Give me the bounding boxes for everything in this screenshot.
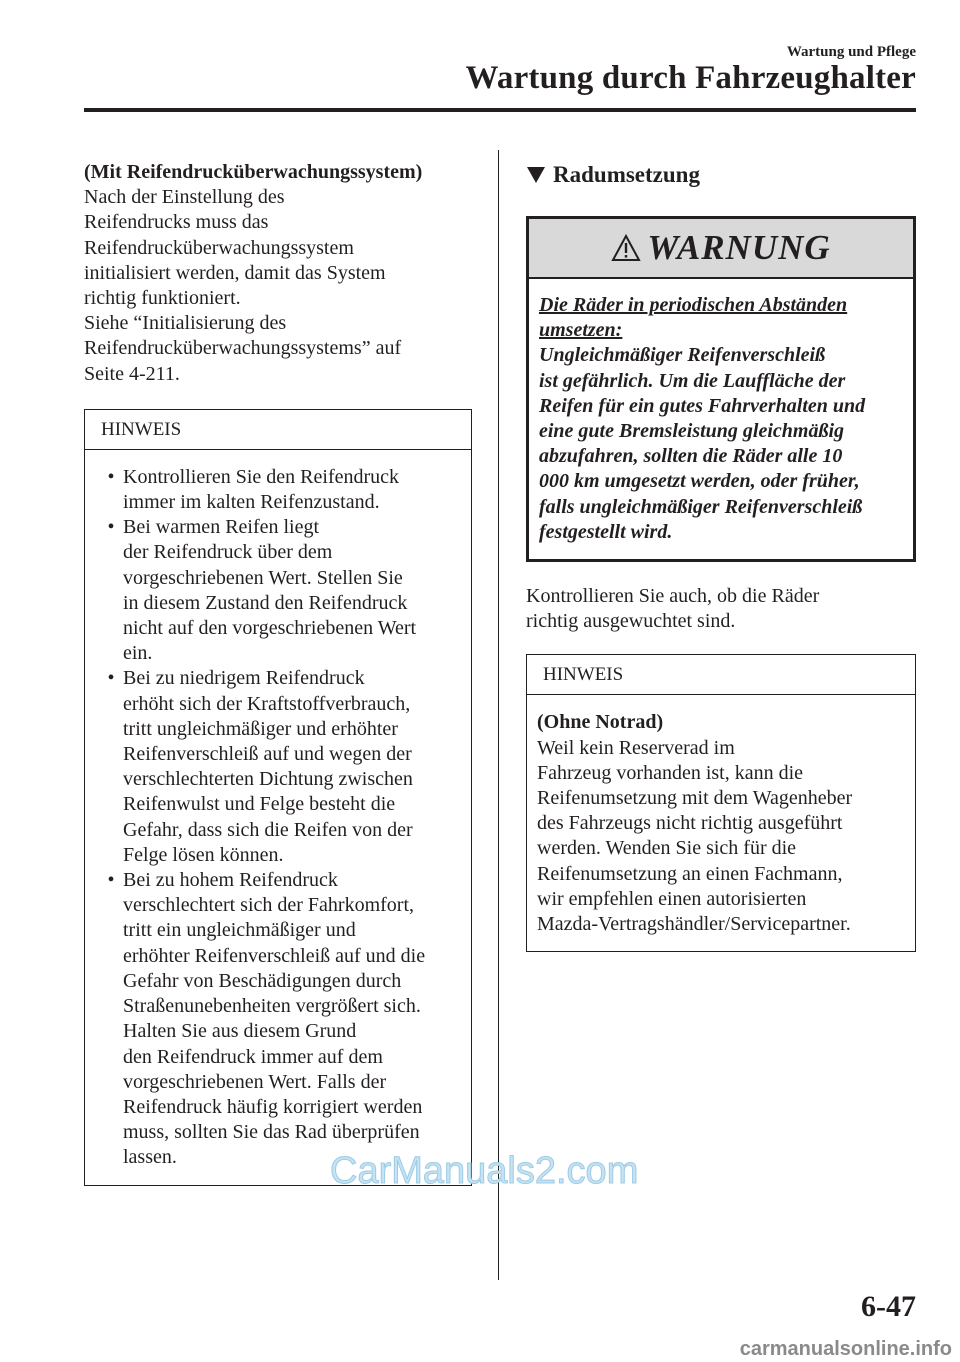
hinweis-line: wir empfehlen einen autorisierten bbox=[537, 887, 807, 910]
bullet-line: Felge lösen können. bbox=[123, 843, 284, 866]
hinweis-bullet bbox=[99, 515, 461, 666]
hinweis-line: werden. Wenden Sie sich für die bbox=[537, 837, 797, 860]
left-column bbox=[84, 160, 472, 1186]
warning-line: 000 km umgesetzt werden, oder früher, bbox=[539, 470, 860, 493]
hinweis-bullet bbox=[99, 465, 461, 515]
hinweis-body bbox=[527, 695, 915, 951]
warning-header bbox=[529, 219, 913, 279]
hinweis-line: Mazda-Vertragshändler/Servicepartner. bbox=[537, 913, 851, 936]
header-section-label: Wartung und Pflege bbox=[786, 44, 916, 60]
bullet-line: vorgeschriebenen Wert. Falls der bbox=[123, 1070, 387, 1093]
bullet-line: vorgeschriebenen Wert. Stellen Sie bbox=[123, 566, 403, 589]
body-line: Kontrollieren Sie auch, ob die Räder bbox=[526, 585, 820, 608]
bullet-line: Gefahr von Beschädigungen durch bbox=[123, 969, 402, 992]
tpms-line: Reifendrucküberwachungssystems” auf bbox=[84, 337, 402, 360]
bullet-line: Gefahr, dass sich die Reifen von der bbox=[123, 818, 413, 841]
warning-triangle-icon bbox=[611, 234, 641, 262]
bullet-line: Kontrollieren Sie den Reifendruck bbox=[123, 465, 400, 488]
bullet-line: nicht auf den vorgeschriebenen Wert bbox=[123, 617, 417, 640]
bullet-dot-icon: • bbox=[107, 869, 115, 892]
tpms-line: initialisiert werden, damit das System bbox=[84, 261, 386, 284]
bullet-line: Bei zu hohem Reifendruck bbox=[123, 869, 338, 892]
tpms-line: Reifendrucküberwachungssystem bbox=[84, 236, 354, 259]
hinweis-bullet bbox=[99, 666, 461, 868]
right-column bbox=[526, 160, 916, 952]
section-title-radumsetzung bbox=[526, 160, 916, 190]
after-warning-text bbox=[526, 584, 916, 634]
hinweis-label: HINWEIS bbox=[85, 410, 471, 450]
hinweis-line: Reifenumsetzung an einen Fachmann, bbox=[537, 862, 843, 885]
bullet-dot-icon: • bbox=[107, 516, 115, 539]
warning-line: Reifen für ein gutes Fahrverhalten und bbox=[539, 394, 866, 417]
column-divider bbox=[498, 150, 499, 1280]
bullet-line: verschlechtert sich der Fahrkomfort, bbox=[123, 894, 415, 917]
bullet-line: tritt ungleichmäßiger und erhöhter bbox=[123, 717, 398, 740]
warning-line: Ungleichmäßiger Reifenverschleiß bbox=[539, 344, 826, 367]
hinweis-body bbox=[85, 450, 471, 1185]
warning-line: abzufahren, sollten die Räder alle 10 bbox=[539, 445, 843, 468]
hinweis-box-right bbox=[526, 654, 916, 952]
bullet-line: der Reifendruck über dem bbox=[123, 541, 333, 564]
warning-line: falls ungleichmäßiger Reifenverschleiß bbox=[539, 495, 863, 518]
warning-box bbox=[526, 216, 916, 562]
bullet-line: Halten Sie aus diesem Grund bbox=[123, 1020, 357, 1043]
warning-line: ist gefährlich. Um die Lauffläche der bbox=[539, 369, 846, 392]
bullet-line: ein. bbox=[123, 642, 153, 665]
bullet-line: tritt ein ungleichmäßiger und bbox=[123, 919, 356, 942]
watermark-carmanualsonline: carmanualsonline.info bbox=[739, 1338, 952, 1360]
bullet-dot-icon: • bbox=[107, 667, 115, 690]
bullet-line: Bei warmen Reifen liegt bbox=[123, 516, 320, 539]
warning-label: WARNUNG bbox=[647, 228, 831, 267]
tpms-heading: (Mit Reifendrucküberwachungssystem) bbox=[84, 161, 423, 183]
tpms-line: Seite 4-211. bbox=[84, 362, 180, 385]
hinweis-box-left bbox=[84, 409, 472, 1186]
hinweis-label: HINWEIS bbox=[527, 655, 915, 695]
hinweis-line: des Fahrzeugs nicht richtig ausgeführt bbox=[537, 812, 843, 835]
bullet-line: Straßenunebenheiten vergrößert sich. bbox=[123, 995, 421, 1018]
bullet-line: Reifenverschleiß auf und wegen der bbox=[123, 743, 412, 766]
tpms-line: Reifendrucks muss das bbox=[84, 211, 269, 234]
warning-body bbox=[529, 279, 913, 559]
section-triangle-icon bbox=[527, 167, 545, 183]
bullet-line: in diesem Zustand den Reifendruck bbox=[123, 591, 408, 614]
warning-heading-line: umsetzen: bbox=[539, 319, 623, 342]
bullet-line: erhöhter Reifenverschleiß auf und die bbox=[123, 944, 426, 967]
tpms-line: richtig funktioniert. bbox=[84, 287, 241, 310]
hinweis-heading: (Ohne Notrad) bbox=[537, 711, 664, 734]
warning-heading-line: Die Räder in periodischen Abständen bbox=[539, 294, 848, 316]
bullet-line: den Reifendruck immer auf dem bbox=[123, 1045, 383, 1068]
bullet-dot-icon: • bbox=[107, 465, 115, 488]
warning-line: festgestellt wird. bbox=[539, 520, 673, 543]
bullet-line: Bei zu niedrigem Reifendruck bbox=[123, 667, 365, 690]
bullet-line: Reifenwulst und Felge besteht die bbox=[123, 793, 396, 816]
body-line: richtig ausgewuchtet sind. bbox=[526, 610, 736, 633]
page-title: Wartung durch Fahrzeughalter bbox=[465, 60, 916, 96]
watermark-carmanuals2: CarManuals2.com bbox=[330, 1150, 639, 1192]
hinweis-line: Fahrzeug vorhanden ist, kann die bbox=[537, 761, 804, 784]
bullet-line: verschlechterten Dichtung zwischen bbox=[123, 768, 413, 791]
bullet-line: lassen. bbox=[123, 1146, 177, 1169]
bullet-line: Reifendruck häufig korrigiert werden bbox=[123, 1095, 423, 1118]
tpms-line: Siehe “Initialisierung des bbox=[84, 312, 287, 335]
warning-line: eine gute Bremsleistung gleichmäßig bbox=[539, 420, 845, 443]
hinweis-line: Reifenumsetzung mit dem Wagenheber bbox=[537, 787, 853, 810]
bullet-line: muss, sollten Sie das Rad überprüfen bbox=[123, 1121, 420, 1144]
hinweis-bullet bbox=[99, 868, 461, 1170]
bullet-line: erhöht sich der Kraftstoffverbrauch, bbox=[123, 692, 411, 715]
hinweis-line: Weil kein Reserverad im bbox=[537, 736, 735, 759]
bullet-line: immer im kalten Reifenzustand. bbox=[123, 491, 380, 514]
tpms-line: Nach der Einstellung des bbox=[84, 186, 285, 209]
page-number: 6-47 bbox=[861, 1290, 916, 1323]
section-title-text: Radumsetzung bbox=[553, 162, 700, 187]
header-rule bbox=[84, 108, 916, 112]
